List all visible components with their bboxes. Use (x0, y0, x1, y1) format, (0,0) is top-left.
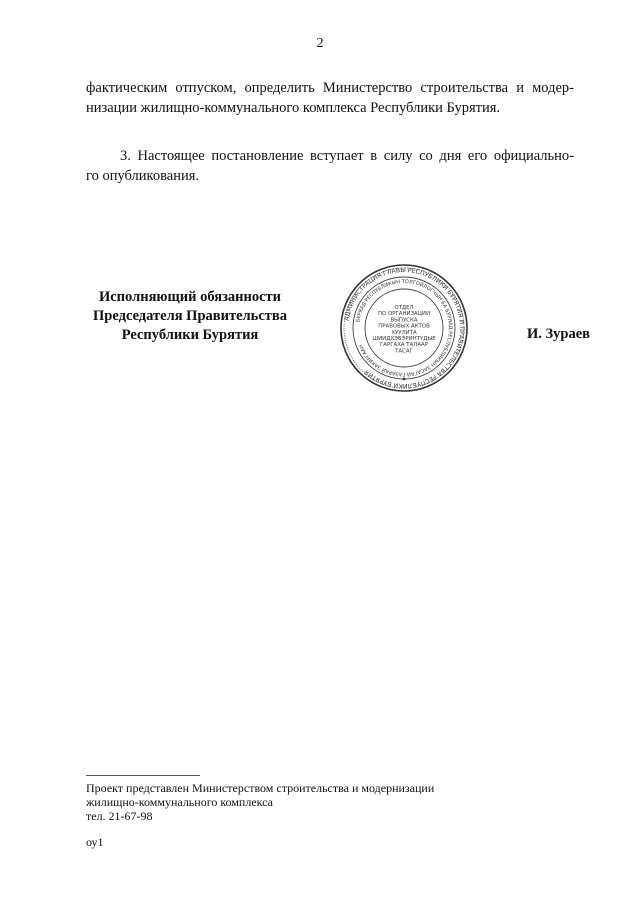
seal-center-line: ВЫПУСКА (390, 317, 418, 324)
seal-outer-text: АДМИНИСТРАЦИЯ ГЛАВЫ РЕСПУБЛИКИ БУРЯТИЯ И ПРАВИТЕЛЬСТВА РЕСПУБЛИКИ БУРЯТИЯ (343, 266, 466, 390)
signatory-name: И. Зураев (526, 326, 590, 342)
paragraph-line: низации жилищно-коммунального комплекса Республики Бурятия. (86, 100, 501, 116)
seal-center-text (372, 305, 436, 354)
seal-center-line: ОТДЕЛ (394, 305, 414, 311)
seal-center-line: ПРАВОВЫХ АКТОВ (378, 323, 430, 330)
document-code: оу1 (86, 835, 104, 849)
seal-center-line: ШИИДХЭБЭРИНТҮДЫЕ (372, 336, 436, 342)
footnote-phone: тел. 21-67-98 (86, 809, 153, 823)
seal-center-line: ТАСАГ (395, 348, 413, 355)
footnote-line: жилищно-коммунального комплекса (86, 795, 273, 809)
footnote (86, 781, 566, 849)
page-number: 2 (316, 36, 324, 51)
paragraph-line: го опубликования. (86, 168, 200, 184)
signatory-title-line: Председателя Правительства (93, 308, 287, 324)
paragraph-continuation (86, 78, 574, 118)
footnote-line: Проект представлен Министерством строительства и модернизации (86, 781, 435, 795)
seal-inner-text: БУРЯАД РЕСПУБЛИКЫН ТОЛГОЙЛОГЧЫН БА БУРЯАД РЕСПУБЛИКЫН ЗАСАГАЙ ГАЗАРАЙ ЗАХИРГААН (355, 278, 454, 378)
seal-center-line: ГАРГАХА ТАЛААР (380, 342, 428, 349)
signatory-title-line: Республики Бурятия (121, 327, 259, 343)
seal-center-line: ХУУЛИТА (391, 329, 417, 336)
paragraph-clause-3 (86, 146, 574, 186)
paragraph-line: 3. Настоящее постановление вступает в силу со дня его официально- (120, 148, 574, 164)
seal-dot (403, 378, 406, 381)
signatory-title-line: Исполняющий обязанности (98, 289, 282, 305)
official-seal-stamp (339, 263, 469, 393)
signatory-title (70, 288, 310, 345)
paragraph-line: фактическим отпуском, определить Министерство строительства и модер- (86, 80, 574, 96)
seal-center-line: ПО ОРГАНИЗАЦИИ (378, 311, 430, 318)
footnote-divider (86, 775, 200, 776)
